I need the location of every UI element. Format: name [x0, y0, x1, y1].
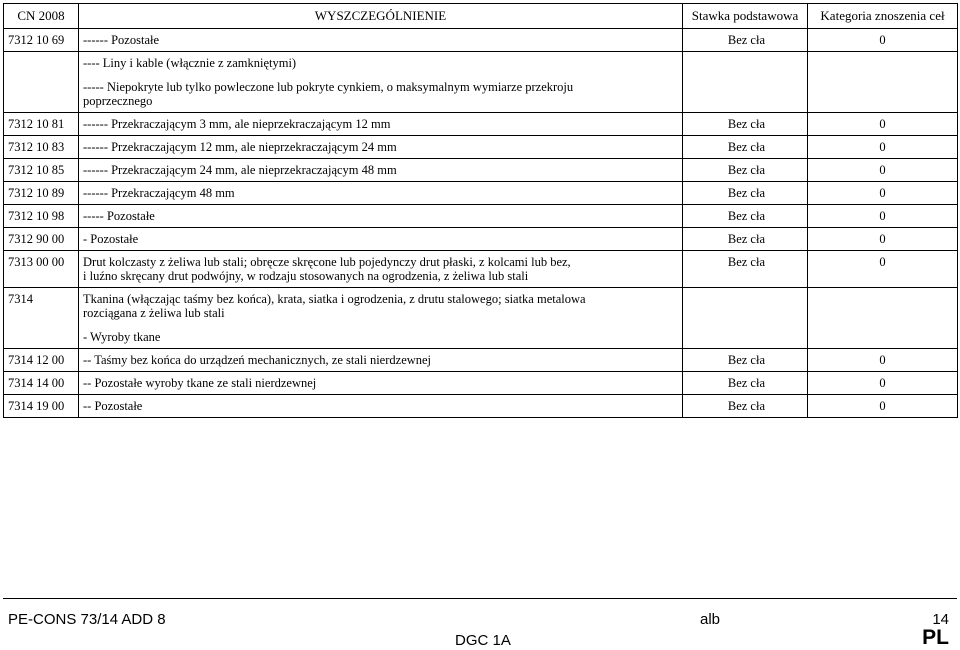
- description-line: Tkanina (włączając taśmy bez końca), krata, siatka i ogrodzenia, z drutu stalowego; siatka metalowa: [83, 292, 586, 306]
- header-rate: Stawka podstawowa: [683, 4, 808, 29]
- row-code: 7314 14 00: [4, 372, 79, 395]
- description-line: i luźno skręcany drut podwójny, w rodzaju stosowanych na ogrodzenia, z żeliwa lub stali: [83, 269, 529, 283]
- row-description: [79, 136, 683, 159]
- row-category: 0: [808, 228, 958, 251]
- description-line: -- Pozostałe: [83, 399, 143, 413]
- description-line: ------ Przekraczającym 24 mm, ale nieprzekraczającym 48 mm: [83, 163, 397, 177]
- description-line: ------ Przekraczającym 12 mm, ale nieprzekraczającym 24 mm: [83, 140, 397, 154]
- table-row: [4, 159, 958, 182]
- table-row: [4, 228, 958, 251]
- row-category: 0: [808, 251, 958, 288]
- row-category: 0: [808, 395, 958, 418]
- row-category: 0: [808, 113, 958, 136]
- row-rate: Bez cła: [683, 29, 808, 52]
- row-description: [79, 29, 683, 52]
- row-category: 0: [808, 349, 958, 372]
- row-rate: [683, 52, 808, 113]
- table-row: [4, 251, 958, 288]
- document-reference: PE-CONS 73/14 ADD 8: [8, 611, 166, 628]
- table-row: [4, 29, 958, 52]
- row-code: 7313 00 00: [4, 251, 79, 288]
- row-code: 7314 12 00: [4, 349, 79, 372]
- row-rate: Bez cła: [683, 159, 808, 182]
- row-category: 0: [808, 372, 958, 395]
- row-code: [4, 52, 79, 113]
- tariff-table: [3, 3, 958, 418]
- table-row: [4, 182, 958, 205]
- directorate-code: DGC 1A: [455, 632, 511, 649]
- language-code: PL: [922, 626, 949, 649]
- table-row: [4, 395, 958, 418]
- page-footer: [3, 598, 957, 647]
- table-header-row: [4, 4, 958, 29]
- table-row: [4, 52, 958, 113]
- row-rate: [683, 288, 808, 349]
- row-category: 0: [808, 205, 958, 228]
- row-code: 7314 19 00: [4, 395, 79, 418]
- page-number: 14: [932, 611, 949, 628]
- row-rate: Bez cła: [683, 113, 808, 136]
- table-row: [4, 349, 958, 372]
- row-category: 0: [808, 159, 958, 182]
- row-description: [79, 395, 683, 418]
- row-code: 7312 10 69: [4, 29, 79, 52]
- row-rate: Bez cła: [683, 205, 808, 228]
- row-code: 7312 10 81: [4, 113, 79, 136]
- description-line: ------ Przekraczającym 3 mm, ale nieprzekraczającym 12 mm: [83, 117, 391, 131]
- row-code: 7314: [4, 288, 79, 349]
- table-row: [4, 372, 958, 395]
- row-description: [79, 288, 683, 349]
- header-description: WYSZCZEGÓLNIENIE: [79, 4, 683, 29]
- row-description: [79, 52, 683, 113]
- row-rate: Bez cła: [683, 251, 808, 288]
- description-line: ------ Pozostałe: [83, 33, 160, 47]
- row-category: [808, 52, 958, 113]
- row-category: [808, 288, 958, 349]
- row-code: 7312 10 89: [4, 182, 79, 205]
- row-description: [79, 205, 683, 228]
- row-category: 0: [808, 136, 958, 159]
- row-category: 0: [808, 29, 958, 52]
- row-rate: Bez cła: [683, 182, 808, 205]
- row-description: [79, 159, 683, 182]
- description-line: Drut kolczasty z żeliwa lub stali; obręcze skręcone lub pojedynczy drut płaski, z kolcami lub bez,: [83, 255, 571, 269]
- row-code: 7312 10 83: [4, 136, 79, 159]
- row-rate: Bez cła: [683, 349, 808, 372]
- row-rate: Bez cła: [683, 228, 808, 251]
- table-row: [4, 136, 958, 159]
- description-line: -- Pozostałe wyroby tkane ze stali nierdzewnej: [83, 376, 317, 390]
- row-description: [79, 113, 683, 136]
- description-line: poprzecznego: [83, 94, 153, 108]
- table-row: [4, 205, 958, 228]
- row-rate: Bez cła: [683, 395, 808, 418]
- description-line: ----- Pozostałe: [83, 209, 155, 223]
- header-code: CN 2008: [4, 4, 79, 29]
- description-line: ----- Niepokryte lub tylko powleczone lub pokryte cynkiem, o maksymalnym wymiarze przekroju: [83, 80, 574, 94]
- row-code: 7312 10 98: [4, 205, 79, 228]
- description-line: rozciągana z żeliwa lub stali: [83, 306, 225, 320]
- row-code: 7312 10 85: [4, 159, 79, 182]
- row-description: [79, 182, 683, 205]
- row-category: 0: [808, 182, 958, 205]
- row-description: [79, 228, 683, 251]
- description-line: ------ Przekraczającym 48 mm: [83, 186, 235, 200]
- row-rate: Bez cła: [683, 372, 808, 395]
- table-row: [4, 113, 958, 136]
- description-line: ---- Liny i kable (włącznie z zamkniętymi): [83, 56, 297, 70]
- author-initials: alb: [700, 611, 721, 628]
- table-row: [4, 288, 958, 349]
- row-description: [79, 251, 683, 288]
- description-line: - Pozostałe: [83, 232, 139, 246]
- row-description: [79, 372, 683, 395]
- row-rate: Bez cła: [683, 136, 808, 159]
- description-line: - Wyroby tkane: [83, 330, 161, 344]
- row-code: 7312 90 00: [4, 228, 79, 251]
- description-line: -- Taśmy bez końca do urządzeń mechanicznych, ze stali nierdzewnej: [83, 353, 432, 367]
- header-category: Kategoria znoszenia ceł: [808, 4, 958, 29]
- row-description: [79, 349, 683, 372]
